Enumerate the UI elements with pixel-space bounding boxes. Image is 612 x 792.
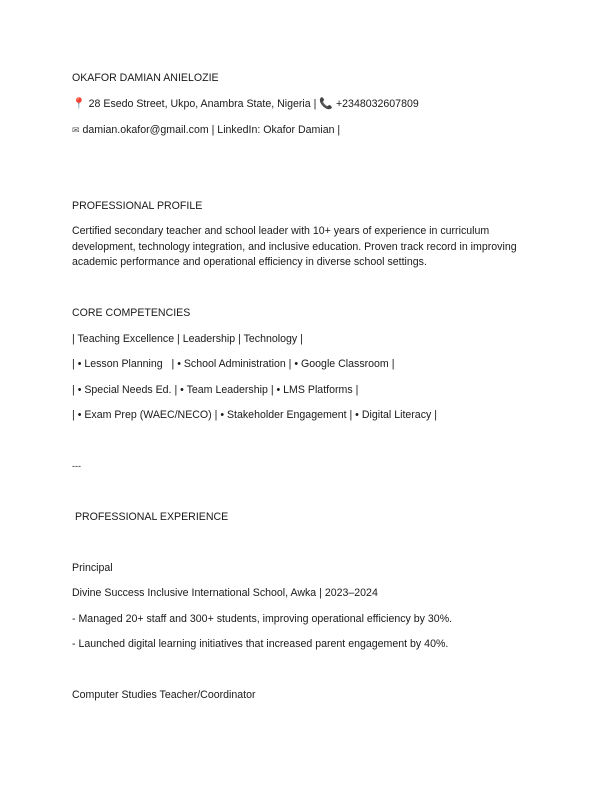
profile-heading: PROFESSIONAL PROFILE bbox=[72, 200, 203, 212]
job-bullet: - Managed 20+ staff and 300+ students, improving operational efficiency by 30%. bbox=[72, 613, 453, 625]
job-title: Computer Studies Teacher/Coordinator bbox=[72, 689, 256, 701]
competencies-heading: CORE COMPETENCIES bbox=[72, 307, 191, 319]
location-pin-icon: 📍 bbox=[72, 98, 86, 110]
job-organization: Divine Success Inclusive International School, Awka | 2023–2024 bbox=[72, 587, 378, 599]
profile-summary: Certified secondary teacher and school leader with 10+ years of experience in curriculum development, technology integration, and inclusive education. Proven track record in improving academic performance and operational efficiency in diverse school settings. bbox=[72, 225, 517, 268]
competency-row: | • Special Needs Ed. | • Team Leadership | • LMS Platforms | bbox=[72, 384, 359, 396]
candidate-name: OKAFOR DAMIAN ANIELOZIE bbox=[72, 72, 219, 84]
contact-address-line bbox=[72, 97, 542, 113]
experience-heading: PROFESSIONAL EXPERIENCE bbox=[72, 511, 229, 523]
contact-email-line bbox=[72, 123, 542, 139]
competency-row: | Teaching Excellence | Leadership | Technology | bbox=[72, 333, 303, 345]
job-title: Principal bbox=[72, 562, 113, 574]
job-bullet: - Launched digital learning initiatives that increased parent engagement by 40%. bbox=[72, 638, 449, 650]
section-divider: --- bbox=[72, 461, 81, 471]
competency-row: | • Lesson Planning | • School Administration | • Google Classroom | bbox=[72, 358, 395, 370]
email-linkedin-text: damian.okafor@gmail.com | LinkedIn: Okafor Damian | bbox=[82, 124, 341, 136]
phone-number: +2348032607809 bbox=[335, 98, 419, 110]
competency-row: | • Exam Prep (WAEC/NECO) | • Stakeholder Engagement | • Digital Literacy | bbox=[72, 409, 437, 421]
phone-icon: 📞 bbox=[319, 98, 334, 110]
envelope-icon: ✉ bbox=[72, 125, 80, 135]
address-text: 28 Esedo Street, Ukpo, Anambra State, Nigeria | bbox=[88, 98, 317, 110]
